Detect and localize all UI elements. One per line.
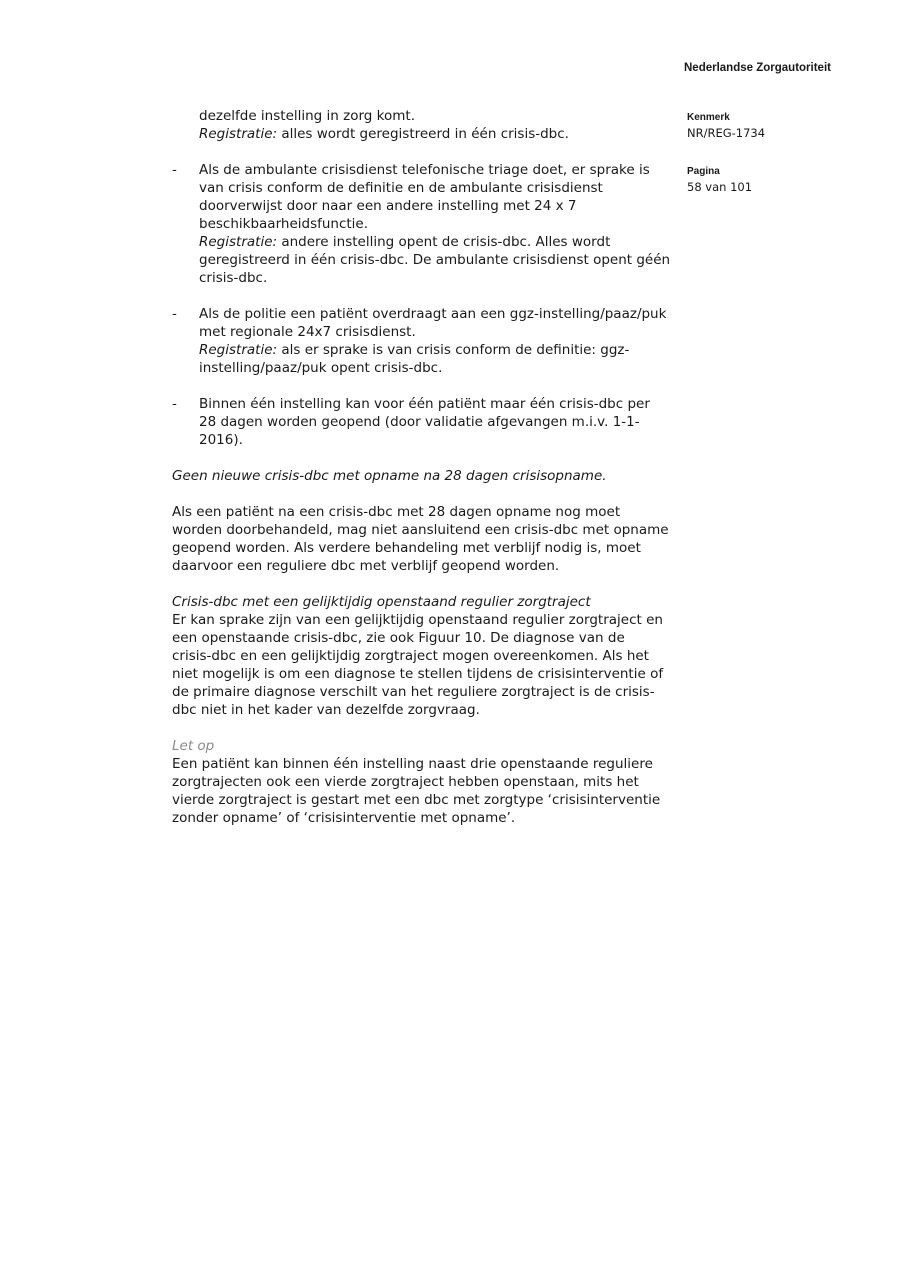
text-line: Er kan sprake zijn van een gelijktijdig openstaand regulier zorgtraject en xyxy=(172,612,663,628)
text-line: doorverwijst door naar een andere instelling met 24 x 7 xyxy=(199,198,577,214)
text-line: geregistreerd in één crisis-dbc. De ambulante crisisdienst opent géén xyxy=(199,252,671,268)
text-line: beschikbaarheidsfunctie. xyxy=(199,216,369,232)
bullet-dash: - xyxy=(172,162,177,178)
organization-name: Nederlandse Zorgautoriteit xyxy=(684,62,831,74)
bullet-dash: - xyxy=(172,306,177,322)
text-line: met regionale 24x7 crisisdienst. xyxy=(199,324,416,340)
registratie-line xyxy=(199,233,682,251)
section-heading: Geen nieuwe crisis-dbc met opname na 28 dagen crisisopname. xyxy=(172,468,607,484)
list-item xyxy=(172,395,682,449)
registratie-text: als er sprake is van crisis conform de definitie: ggz- xyxy=(277,342,630,358)
text-line: dbc niet in het kader van dezelfde zorgvraag. xyxy=(172,702,480,718)
kenmerk-block xyxy=(687,110,867,142)
text-line: Een patiënt kan binnen één instelling naast drie openstaande reguliere xyxy=(172,756,653,772)
list-item xyxy=(172,305,682,377)
bullet-dash: - xyxy=(172,396,177,412)
text-line: de primaire diagnose verschilt van het reguliere zorgtraject is de crisis- xyxy=(172,684,655,700)
text-line: Als een patiënt na een crisis-dbc met 28 dagen opname nog moet xyxy=(172,504,621,520)
paragraph xyxy=(172,755,682,827)
text-line: crisis-dbc. xyxy=(199,270,268,286)
document-body xyxy=(172,107,682,827)
text-line: een openstaande crisis-dbc, zie ook Figuur 10. De diagnose van de xyxy=(172,630,625,646)
registratie-label: Registratie: xyxy=(199,234,278,250)
text-line: Binnen één instelling kan voor één patiënt maar één crisis-dbc per xyxy=(199,396,650,412)
text-line: crisis-dbc en een gelijktijdig zorgtraject mogen overeenkomen. Als het xyxy=(172,648,649,664)
paragraph xyxy=(172,503,682,575)
list-item xyxy=(172,107,682,143)
kenmerk-label: Kenmerk xyxy=(687,112,730,123)
text-line: van crisis conform de definitie en de ambulante crisisdienst xyxy=(199,180,603,196)
list-item xyxy=(172,161,682,287)
text-line: 28 dagen worden geopend (door validatie afgevangen m.i.v. 1-1- xyxy=(199,414,640,430)
text-line: 2016). xyxy=(199,432,243,448)
pagina-block xyxy=(687,164,867,196)
registratie-line xyxy=(199,125,682,143)
registratie-label: Registratie: xyxy=(199,342,278,358)
registratie-text: alles wordt geregistreerd in één crisis-dbc. xyxy=(277,126,569,142)
text-line: Als de ambulante crisisdienst telefonische triage doet, er sprake is xyxy=(199,162,650,178)
text-line: niet mogelijk is om een diagnose te stellen tijdens de crisisinterventie of xyxy=(172,666,664,682)
text-line: zorgtrajecten ook een vierde zorgtraject hebben openstaan, mits het xyxy=(172,774,639,790)
text-line: instelling/paaz/puk opent crisis-dbc. xyxy=(199,360,443,376)
paragraph xyxy=(172,611,682,719)
text-line: dezelfde instelling in zorg komt. xyxy=(199,108,415,124)
registratie-label: Registratie: xyxy=(199,126,278,142)
text-line: worden doorbehandeld, mag niet aansluitend een crisis-dbc met opname xyxy=(172,522,669,538)
text-line: zonder opname’ of ‘crisisinterventie met opname’. xyxy=(172,810,516,826)
section-heading: Crisis-dbc met een gelijktijdig openstaand regulier zorgtraject xyxy=(172,594,591,610)
text-line: daarvoor een reguliere dbc met verblijf geopend worden. xyxy=(172,558,560,574)
registratie-text: andere instelling opent de crisis-dbc. Alles wordt xyxy=(277,234,611,250)
pagina-label: Pagina xyxy=(687,166,720,177)
note-label: Let op xyxy=(172,738,215,754)
text-line: vierde zorgtraject is gestart met een dbc met zorgtype ‘crisisinterventie xyxy=(172,792,661,808)
text-line: Als de politie een patiënt overdraagt aan een ggz-instelling/paaz/puk xyxy=(199,306,667,322)
kenmerk-value: NR/REG-1734 xyxy=(687,126,766,140)
registratie-line xyxy=(199,341,682,359)
text-line: geopend worden. Als verdere behandeling met verblijf nodig is, moet xyxy=(172,540,641,556)
page-number: 58 van 101 xyxy=(687,180,753,194)
